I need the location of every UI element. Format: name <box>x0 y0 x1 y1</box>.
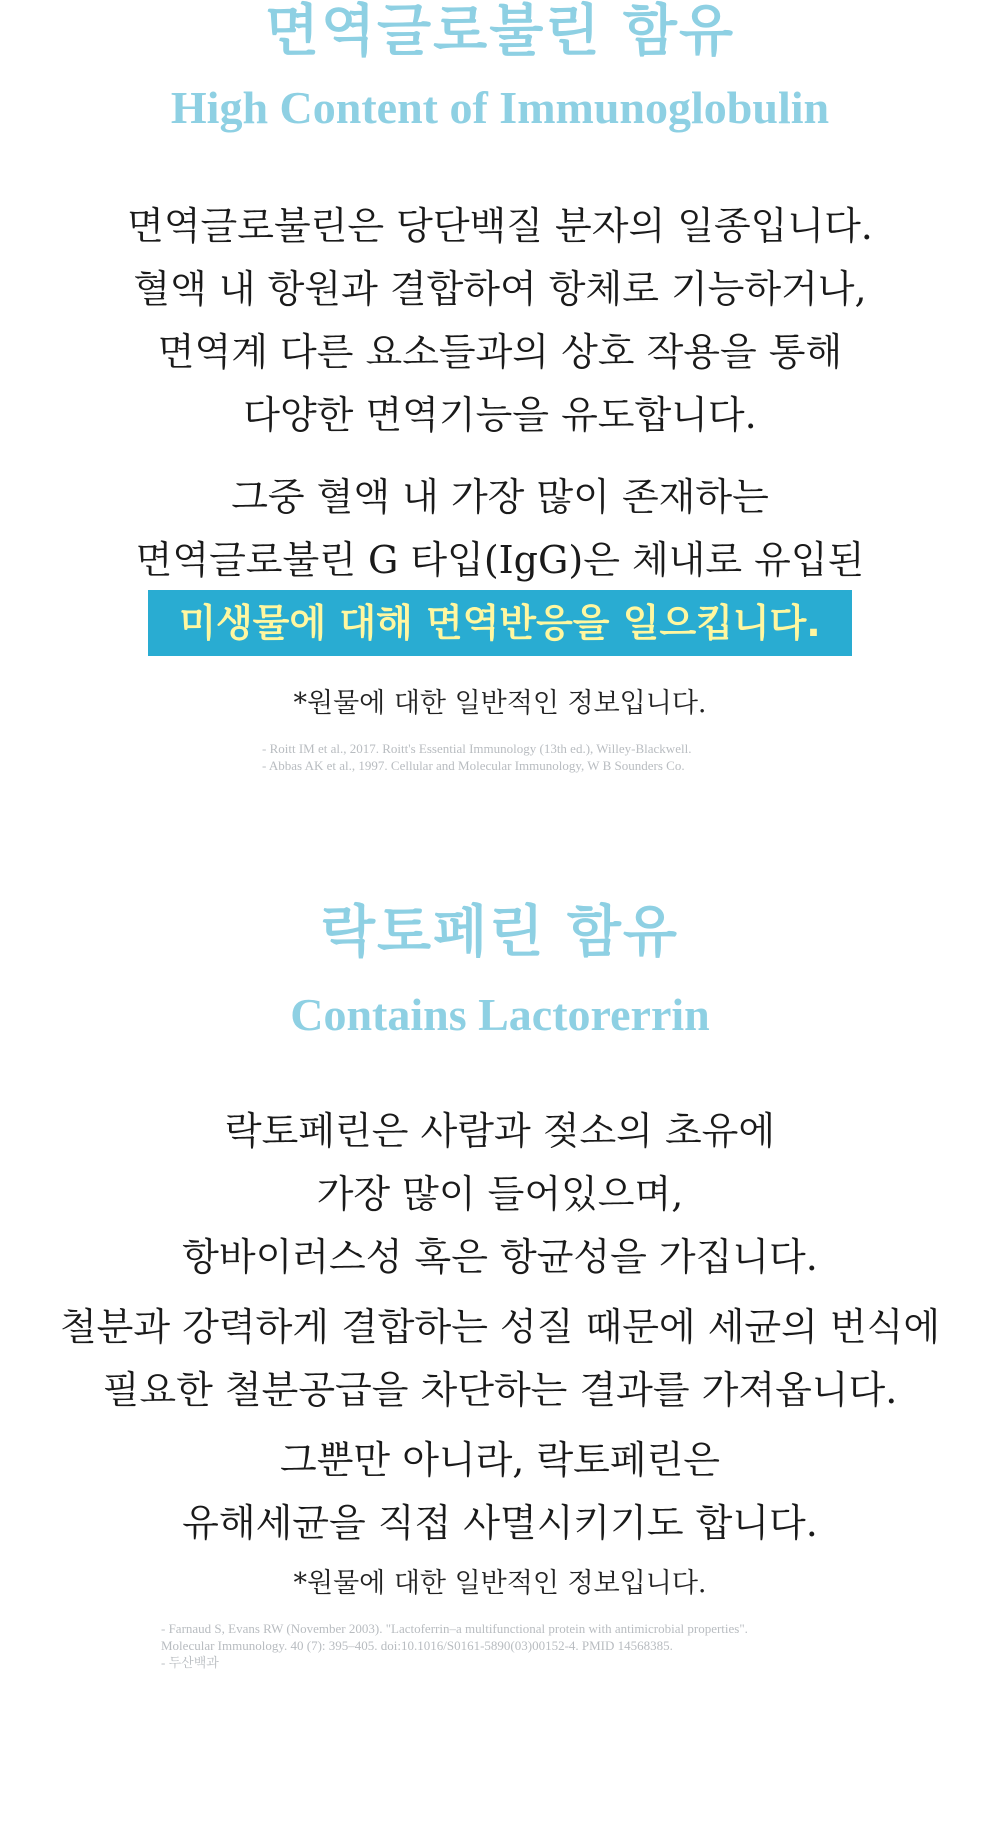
section2-paragraph3-line: 유해세균을 직접 사멸시키기도 합니다. <box>182 1501 818 1545</box>
section1-paragraph1-line: 면역계 다른 요소들과의 상호 작용을 통해 <box>157 330 843 374</box>
section2-paragraph2-line: 철분과 강력하게 결합하는 성질 때문에 세균의 번식에 <box>59 1305 941 1349</box>
reference-item: - Farnaud S, Evans RW (November 2003). "Lactoferrin–a multifunctional protein with antimicrobial properties". <box>161 1621 748 1636</box>
highlight-text: 미생물에 대해 면역반응을 일으킵니다. <box>179 601 821 645</box>
section1-disclaimer: *원물에 대한 일반적인 정보입니다. <box>293 688 707 719</box>
section1-paragraph2-line: 그중 혈액 내 가장 많이 존재하는 <box>231 475 769 519</box>
reference-item: - 두산백과 <box>161 1655 219 1670</box>
section2-title-en: Contains Lactorerrin <box>290 989 710 1040</box>
section1-title-ko: 면역글로불린 함유 <box>264 0 736 64</box>
section2-paragraph2-line: 필요한 철분공급을 차단하는 결과를 가져옵니다. <box>102 1368 898 1412</box>
section2-paragraph1-line: 항바이러스성 혹은 항균성을 가집니다. <box>182 1235 818 1279</box>
section1-title-en: High Content of Immunoglobulin <box>170 82 830 133</box>
section1-paragraph1-line: 다양한 면역기능을 유도합니다. <box>243 393 757 437</box>
section1-references <box>262 740 691 774</box>
section2-paragraph1-line: 가장 많이 들어있으며, <box>316 1172 684 1216</box>
reference-item: Molecular Immunology. 40 (7): 395–405. doi:10.1016/S0161-5890(03)00152-4. PMID 14568385. <box>161 1638 673 1653</box>
section2-title-ko: 락토페린 함유 <box>320 900 680 965</box>
section2-disclaimer: *원물에 대한 일반적인 정보입니다. <box>293 1568 707 1599</box>
section1-paragraph1-line: 혈액 내 항원과 결합하여 항체로 기능하거나, <box>133 267 867 311</box>
section1-paragraph1-line: 면역글로불린은 당단백질 분자의 일종입니다. <box>127 204 873 248</box>
reference-item: - Roitt IM et al., 2017. Roitt's Essential Immunology (13th ed.), Willey-Blackwell. <box>262 741 692 756</box>
section2-paragraph3-line: 그뿐만 아니라, 락토페린은 <box>279 1438 721 1482</box>
section1-paragraph2-line: 면역글로불린 G 타입(IgG)은 체내로 유입된 <box>135 538 865 582</box>
section2-paragraph1-line: 락토페린은 사람과 젖소의 초유에 <box>224 1109 776 1153</box>
reference-item: - Abbas AK et al., 1997. Cellular and Molecular Immunology, W B Sounders Co. <box>262 758 685 773</box>
highlight-banner <box>148 590 852 656</box>
section2-references <box>161 1620 748 1671</box>
